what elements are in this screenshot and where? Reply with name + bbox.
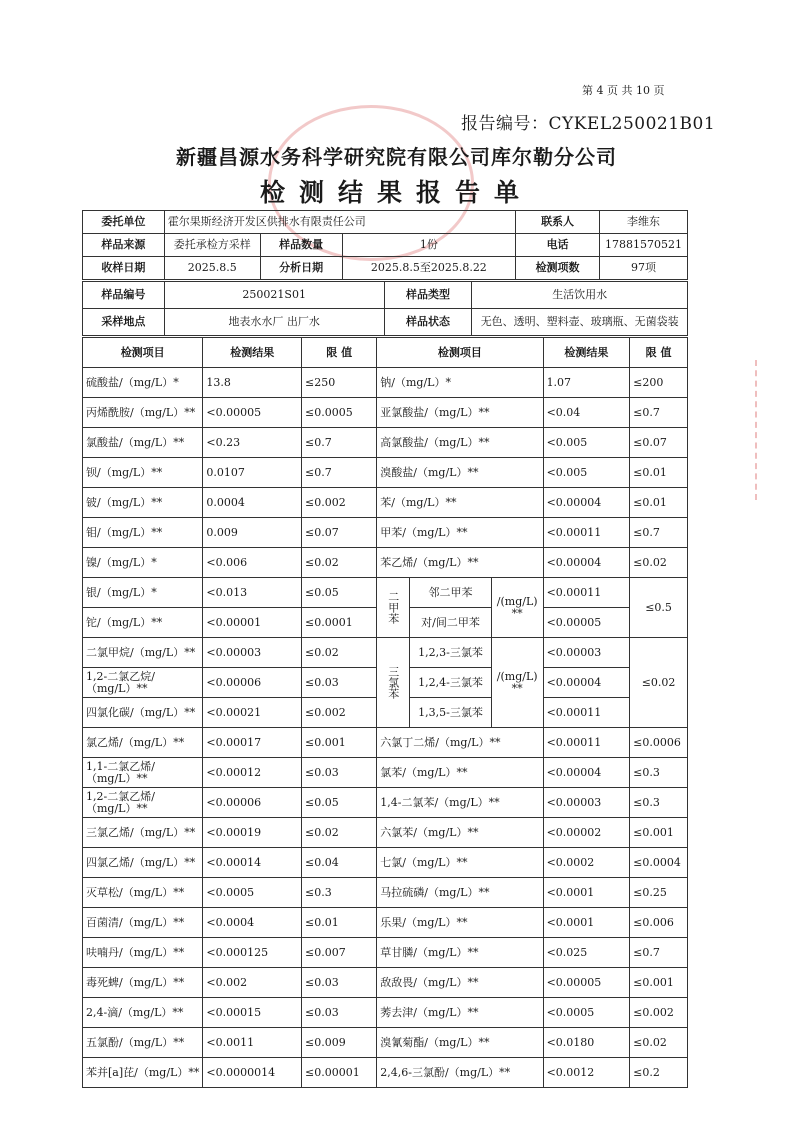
table-cell: ≤0.02	[302, 818, 377, 848]
table-cell: 1,4-二氯苯/（mg/L）**	[377, 788, 543, 818]
table-cell: <0.00015	[203, 998, 302, 1028]
header-item: 检测项目	[83, 338, 203, 368]
table-row	[83, 518, 688, 548]
table-cell: 硫酸盐/（mg/L）*	[83, 368, 203, 398]
table-cell: ≤0.03	[302, 758, 377, 788]
table-cell: ≤0.002	[302, 698, 377, 728]
table-cell: ≤0.001	[630, 968, 688, 998]
table-cell: 2,4,6-三氯酚/（mg/L）**	[377, 1058, 543, 1088]
results-table	[82, 337, 688, 1088]
sample-state-value: 无色、透明、塑料壶、玻璃瓶、无菌袋装	[472, 309, 688, 336]
table-cell: ≤0.0006	[630, 728, 688, 758]
table-row	[83, 309, 688, 336]
item-count-label: 检测项数	[516, 257, 600, 280]
table-row	[83, 848, 688, 878]
table-cell: <0.0011	[203, 1028, 302, 1058]
phone-label: 电话	[516, 234, 600, 257]
table-cell: 苯乙烯/（mg/L）**	[377, 548, 543, 578]
table-cell: <0.002	[203, 968, 302, 998]
table-cell: 甲苯/（mg/L）**	[377, 518, 543, 548]
table-cell: ≤0.001	[302, 728, 377, 758]
phone-value: 17881570521	[599, 234, 687, 257]
table-row	[83, 788, 688, 818]
table-row	[83, 1028, 688, 1058]
table-cell: ≤0.006	[630, 908, 688, 938]
table-cell: ≤0.02	[302, 548, 377, 578]
document-title: 检测结果报告单	[259, 178, 533, 207]
table-row	[83, 638, 688, 668]
table-cell: <0.00006	[203, 668, 302, 698]
table-cell: ≤0.01	[630, 458, 688, 488]
table-row	[83, 398, 688, 428]
table-cell: <0.00004	[543, 668, 630, 698]
table-cell: 灭草松/（mg/L）**	[83, 878, 203, 908]
table-cell: ≤0.3	[630, 788, 688, 818]
margin-seam-stamp	[755, 360, 779, 500]
table-cell: 钼/（mg/L）**	[83, 518, 203, 548]
table-cell: 0.0004	[203, 488, 302, 518]
table-row	[83, 368, 688, 398]
table-cell: <0.00017	[203, 728, 302, 758]
table-cell: 0.0107	[203, 458, 302, 488]
table-cell: <0.00011	[543, 698, 630, 728]
table-cell: <0.005	[543, 458, 630, 488]
group-unit: /(mg/L) **	[491, 638, 543, 728]
table-row	[83, 968, 688, 998]
table-cell: ≤0.2	[630, 1058, 688, 1088]
table-cell: 高氯酸盐/（mg/L）**	[377, 428, 543, 458]
table-cell: <0.0005	[203, 878, 302, 908]
table-row	[83, 282, 688, 309]
table-cell: ≤0.0005	[302, 398, 377, 428]
sample-type-label: 样品类型	[384, 282, 472, 309]
table-cell: 氯乙烯/（mg/L）**	[83, 728, 203, 758]
client-label: 委托单位	[83, 211, 165, 234]
table-cell: ≤0.02	[630, 548, 688, 578]
table-cell: ≤0.0001	[302, 608, 377, 638]
table-cell: <0.04	[543, 398, 630, 428]
header-item-2: 检测项目	[377, 338, 543, 368]
sample-info-table	[82, 210, 688, 280]
table-cell: 四氯化碳/（mg/L）**	[83, 698, 203, 728]
table-header-row	[83, 338, 688, 368]
table-cell: ≤0.009	[302, 1028, 377, 1058]
table-cell: <0.0005	[543, 998, 630, 1028]
table-cell: <0.23	[203, 428, 302, 458]
table-cell: 钡/（mg/L）**	[83, 458, 203, 488]
table-cell: <0.00005	[543, 608, 630, 638]
table-cell: <0.00006	[203, 788, 302, 818]
client-value: 霍尔果斯经济开发区供排水有限责任公司	[164, 211, 515, 234]
qty-label: 样品数量	[260, 234, 342, 257]
table-cell: ≤0.04	[302, 848, 377, 878]
table-cell: ≤0.03	[302, 968, 377, 998]
table-cell: <0.00005	[543, 968, 630, 998]
table-cell: ≤0.07	[630, 428, 688, 458]
table-cell: 六氯丁二烯/（mg/L）**	[377, 728, 543, 758]
table-cell: 乐果/（mg/L）**	[377, 908, 543, 938]
table-cell: 1,3,5-三氯苯	[410, 698, 492, 728]
table-row	[83, 818, 688, 848]
table-cell: <0.00003	[203, 638, 302, 668]
table-cell: <0.0180	[543, 1028, 630, 1058]
table-cell: 五氯酚/（mg/L）**	[83, 1028, 203, 1058]
table-cell: 苯/（mg/L）**	[377, 488, 543, 518]
table-cell: 马拉硫磷/（mg/L）**	[377, 878, 543, 908]
page-number: 第 4 页 共 10 页	[582, 84, 665, 97]
table-cell: 溴氰菊酯/（mg/L）**	[377, 1028, 543, 1058]
table-cell: ≤0.01	[630, 488, 688, 518]
table-cell: <0.00001	[203, 608, 302, 638]
item-count-value: 97项	[599, 257, 687, 280]
table-cell: ≤0.07	[302, 518, 377, 548]
table-cell: 四氯乙烯/（mg/L）**	[83, 848, 203, 878]
table-cell: <0.00003	[543, 638, 630, 668]
table-cell: 1.07	[543, 368, 630, 398]
table-cell: <0.0004	[203, 908, 302, 938]
table-cell: <0.00003	[543, 788, 630, 818]
organization-name: 新疆昌源水务科学研究院有限公司库尔勒分公司	[176, 145, 617, 169]
contact-label: 联系人	[516, 211, 600, 234]
table-cell: <0.00004	[543, 758, 630, 788]
table-cell: 1,2-二氯乙烷/（mg/L）**	[83, 668, 203, 698]
table-cell: ≤0.002	[630, 998, 688, 1028]
table-cell: ≤0.3	[630, 758, 688, 788]
table-cell: <0.00005	[203, 398, 302, 428]
sample-detail-table	[82, 281, 688, 336]
table-cell: ≤0.001	[630, 818, 688, 848]
table-cell: <0.00011	[543, 518, 630, 548]
header-limit-2: 限 值	[630, 338, 688, 368]
group-limit: ≤0.5	[630, 578, 688, 638]
table-cell: <0.005	[543, 428, 630, 458]
table-cell: 毒死蜱/（mg/L）**	[83, 968, 203, 998]
sample-state-label: 样品状态	[384, 309, 472, 336]
table-cell: <0.00004	[543, 488, 630, 518]
table-row	[83, 728, 688, 758]
sample-no-label: 样品编号	[83, 282, 165, 309]
table-cell: 1,2,4-三氯苯	[410, 668, 492, 698]
table-cell: 铍/（mg/L）**	[83, 488, 203, 518]
table-cell: ≤0.7	[630, 518, 688, 548]
table-cell: ≤0.7	[630, 398, 688, 428]
table-cell: 13.8	[203, 368, 302, 398]
table-cell: <0.0002	[543, 848, 630, 878]
table-cell: ≤0.05	[302, 788, 377, 818]
table-row	[83, 211, 688, 234]
table-cell: ≤0.00001	[302, 1058, 377, 1088]
table-cell: ≤0.7	[302, 458, 377, 488]
table-cell: <0.025	[543, 938, 630, 968]
table-row	[83, 998, 688, 1028]
group-unit: /(mg/L) **	[491, 578, 543, 638]
table-cell: 二氯甲烷/（mg/L）**	[83, 638, 203, 668]
header-result: 检测结果	[203, 338, 302, 368]
table-cell: ≤0.02	[630, 1028, 688, 1058]
table-cell: <0.00004	[543, 548, 630, 578]
contact-value: 李维东	[599, 211, 687, 234]
table-cell: 氯苯/（mg/L）**	[377, 758, 543, 788]
table-cell: 邻二甲苯	[410, 578, 492, 608]
table-cell: 三氯乙烯/（mg/L）**	[83, 818, 203, 848]
table-cell: ≤0.03	[302, 998, 377, 1028]
table-cell: 铊/（mg/L）**	[83, 608, 203, 638]
table-cell: 银/（mg/L）*	[83, 578, 203, 608]
table-cell: 1,1-二氯乙烯/（mg/L）**	[83, 758, 203, 788]
table-cell: 草甘膦/（mg/L）**	[377, 938, 543, 968]
table-cell: <0.00014	[203, 848, 302, 878]
source-label: 样品来源	[83, 234, 165, 257]
table-row	[83, 938, 688, 968]
table-cell: ≤0.007	[302, 938, 377, 968]
table-row	[83, 458, 688, 488]
table-cell: 七氯/（mg/L）**	[377, 848, 543, 878]
group-limit: ≤0.02	[630, 638, 688, 728]
table-cell: ≤250	[302, 368, 377, 398]
table-cell: 氯酸盐/（mg/L）**	[83, 428, 203, 458]
table-cell: <0.006	[203, 548, 302, 578]
table-cell: <0.00011	[543, 728, 630, 758]
table-cell: ≤0.3	[302, 878, 377, 908]
table-cell: 亚氯酸盐/（mg/L）**	[377, 398, 543, 428]
table-cell: <0.013	[203, 578, 302, 608]
table-cell: <0.00021	[203, 698, 302, 728]
table-row	[83, 234, 688, 257]
table-cell: 莠去津/（mg/L）**	[377, 998, 543, 1028]
table-row	[83, 257, 688, 280]
location-label: 采样地点	[83, 309, 165, 336]
table-cell: <0.0000014	[203, 1058, 302, 1088]
table-cell: <0.0001	[543, 878, 630, 908]
table-cell: 敌敌畏/（mg/L）**	[377, 968, 543, 998]
table-row	[83, 548, 688, 578]
table-cell: <0.00011	[543, 578, 630, 608]
table-cell: ≤200	[630, 368, 688, 398]
table-cell: ≤0.05	[302, 578, 377, 608]
qty-value: 1份	[342, 234, 516, 257]
anal-date-label: 分析日期	[260, 257, 342, 280]
table-cell: ≤0.7	[630, 938, 688, 968]
group-label: 二甲苯	[377, 578, 410, 638]
table-cell: ≤0.7	[302, 428, 377, 458]
table-cell: 钠/（mg/L）*	[377, 368, 543, 398]
table-row	[83, 1058, 688, 1088]
table-cell: 苯并[a]芘/（mg/L）**	[83, 1058, 203, 1088]
table-cell: 镍/（mg/L）*	[83, 548, 203, 578]
table-cell: <0.00012	[203, 758, 302, 788]
table-cell: 百菌清/（mg/L）**	[83, 908, 203, 938]
anal-date-value: 2025.8.5至2025.8.22	[342, 257, 516, 280]
table-cell: ≤0.03	[302, 668, 377, 698]
table-cell: 对/间二甲苯	[410, 608, 492, 638]
table-cell: ≤0.02	[302, 638, 377, 668]
report-number: 报告编号：CYKEL250021B01	[461, 114, 716, 134]
table-cell: 0.009	[203, 518, 302, 548]
table-cell: <0.00002	[543, 818, 630, 848]
sample-type-value: 生活饮用水	[472, 282, 688, 309]
group-label: 三氯苯	[377, 638, 410, 728]
table-row	[83, 488, 688, 518]
table-cell: <0.00019	[203, 818, 302, 848]
table-row	[83, 428, 688, 458]
table-cell: 呋喃丹/（mg/L）**	[83, 938, 203, 968]
table-cell: ≤0.25	[630, 878, 688, 908]
source-value: 委托承检方采样	[164, 234, 260, 257]
location-value: 地表水水厂 出厂水	[164, 309, 384, 336]
header-result-2: 检测结果	[543, 338, 630, 368]
recv-date-label: 收样日期	[83, 257, 165, 280]
table-cell: 溴酸盐/（mg/L）**	[377, 458, 543, 488]
table-row	[83, 908, 688, 938]
table-row	[83, 758, 688, 788]
table-cell: <0.000125	[203, 938, 302, 968]
header-limit: 限 值	[302, 338, 377, 368]
table-cell: 六氯苯/（mg/L）**	[377, 818, 543, 848]
table-cell: ≤0.01	[302, 908, 377, 938]
table-row	[83, 578, 688, 608]
table-cell: ≤0.0004	[630, 848, 688, 878]
table-cell: <0.0012	[543, 1058, 630, 1088]
table-cell: 2,4-滴/（mg/L）**	[83, 998, 203, 1028]
recv-date-value: 2025.8.5	[164, 257, 260, 280]
sample-no-value: 250021S01	[164, 282, 384, 309]
table-cell: <0.0001	[543, 908, 630, 938]
table-cell: 1,2,3-三氯苯	[410, 638, 492, 668]
table-cell: 丙烯酰胺/（mg/L）**	[83, 398, 203, 428]
table-row	[83, 878, 688, 908]
table-cell: ≤0.002	[302, 488, 377, 518]
table-cell: 1,2-二氯乙烯/（mg/L）**	[83, 788, 203, 818]
